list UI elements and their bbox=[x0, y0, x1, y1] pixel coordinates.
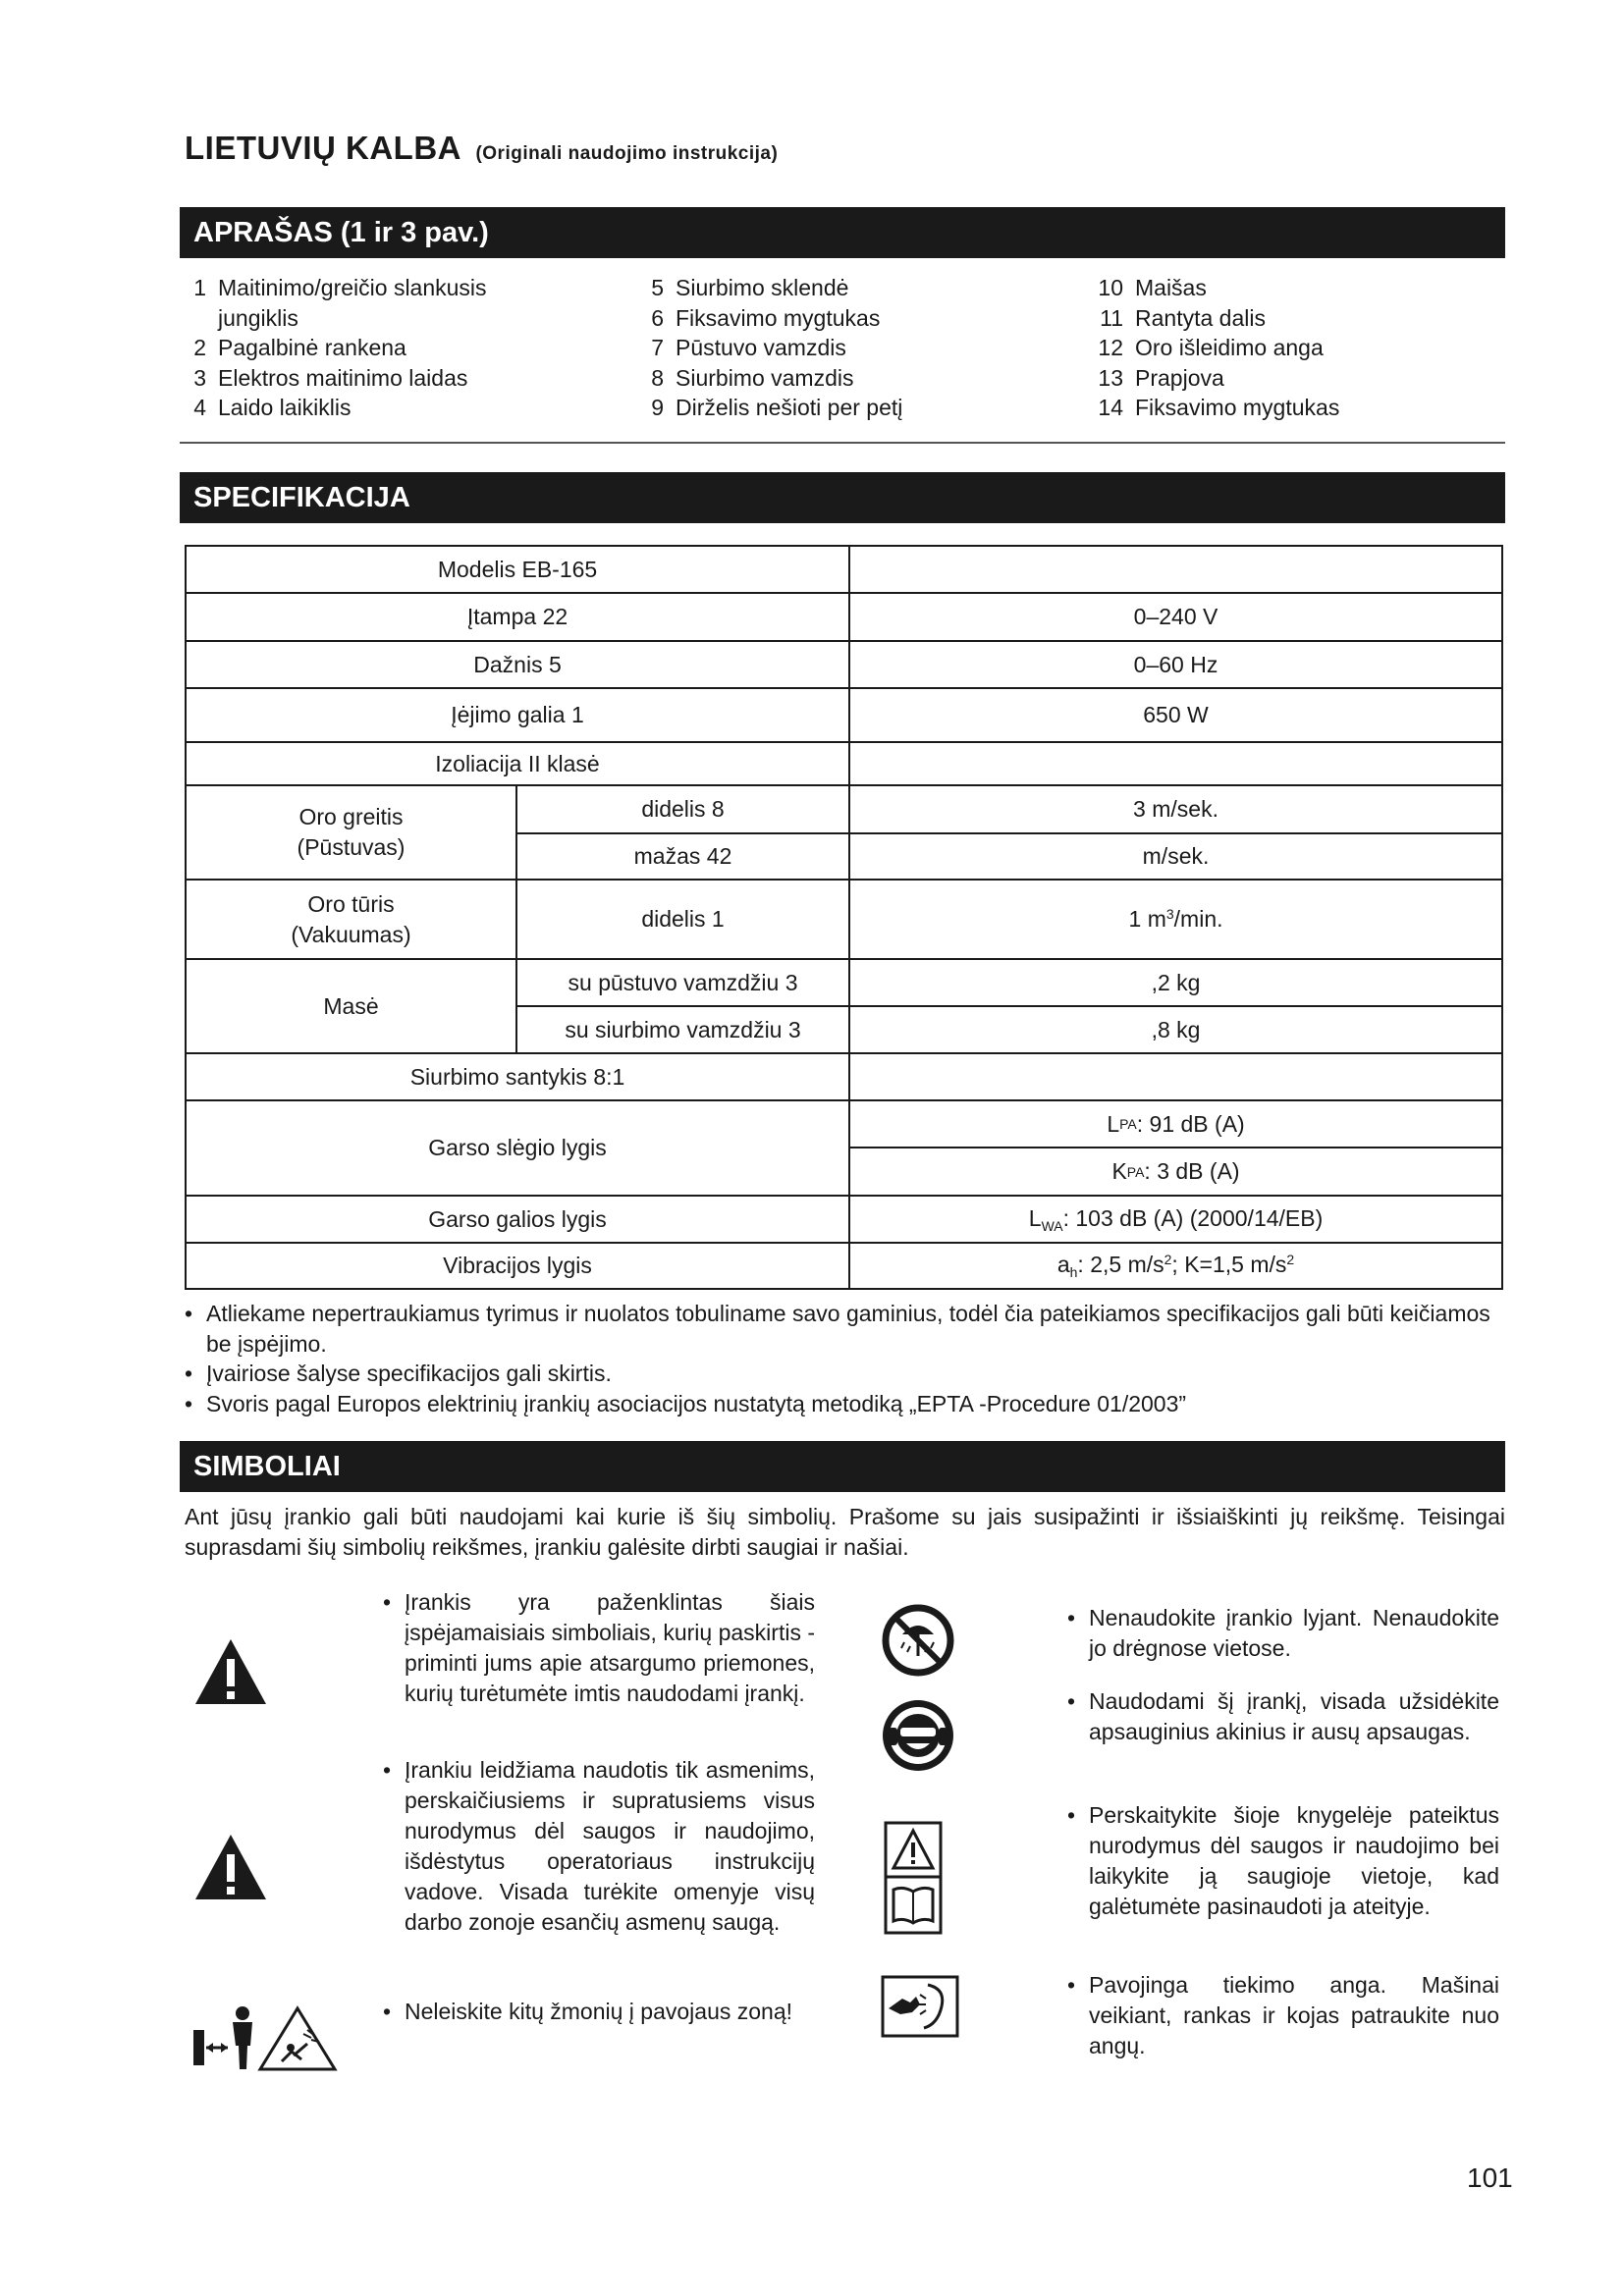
list-item: 1 Maitinimo/greičio slankusis jungiklis bbox=[193, 275, 487, 331]
list-item: 7 Pūstuvo vamzdis bbox=[651, 335, 846, 360]
air-volume-label: Oro tūris bbox=[307, 890, 395, 917]
spec-label: Siurbimo santykis 8:1 bbox=[186, 1053, 849, 1100]
list-item: 12 Oro išleidimo anga bbox=[1098, 335, 1324, 360]
lpa-value: L PA : 91 dB (A) bbox=[1107, 1110, 1245, 1137]
table-row bbox=[186, 593, 1502, 641]
table-row bbox=[186, 959, 1502, 1006]
page-title bbox=[185, 130, 778, 167]
language-title: LIETUVIŲ KALBA bbox=[185, 130, 460, 166]
spec-value bbox=[849, 1053, 1502, 1100]
table-row bbox=[186, 785, 1502, 833]
spec-group-label bbox=[186, 785, 516, 880]
spec-label: Modelis EB-165 bbox=[186, 546, 849, 593]
list-item: 3 Elektros maitinimo laidas bbox=[193, 364, 468, 391]
language-subtitle: (Originali naudojimo instrukcija) bbox=[475, 143, 779, 164]
list-item: • Svoris pagal Europos elektrinių įrankių asociacijos nustatytą metodiką „EPTA -Procedure 01/2003” bbox=[185, 1390, 1187, 1416]
spec-label: Dažnis 5 bbox=[186, 641, 849, 688]
spec-label: Vibracijos lygis bbox=[186, 1243, 849, 1289]
table-row bbox=[186, 742, 1502, 785]
symbol-description: • Įrankiu leidžiama naudotis tik asmenims, perskaičiusiems ir supratusiems visus nurodymus dėl saugos ir naudojimo, išdėstytus operatoriaus instrukcijų vadove. Visada turėkite omenyje visų darbo zonoje esančių asmenų saugą. bbox=[383, 1757, 815, 1935]
read-manual-icon bbox=[884, 1821, 943, 1935]
list-item: 9 Dirželis nešioti per petį bbox=[651, 395, 903, 420]
list-item: 14 Fiksavimo mygtukas bbox=[1098, 395, 1340, 420]
spec-value: 0–240 V bbox=[849, 593, 1502, 641]
spec-label: Garso galios lygis bbox=[186, 1196, 849, 1243]
warning-triangle-icon bbox=[193, 1833, 268, 1901]
kpa-value: K PA : 3 dB (A) bbox=[850, 1147, 1501, 1195]
spec-notes bbox=[185, 1299, 1505, 1418]
spec-value: 650 W bbox=[849, 688, 1502, 742]
spec-value: m/sek. bbox=[849, 833, 1502, 880]
list-item: • Įvairiose šalyse specifikacijos gali skirtis. bbox=[185, 1361, 612, 1386]
spec-label: didelis 8 bbox=[516, 785, 849, 833]
spec-value: $L_{WA}$: 103 dB (A) (2000/14/EB) bbox=[849, 1196, 1502, 1243]
keep-bystanders-away-icon bbox=[191, 2004, 339, 2073]
list-item: 8 Siurbimo vamzdis bbox=[651, 364, 854, 391]
table-row bbox=[186, 1053, 1502, 1100]
no-rain-icon bbox=[881, 1603, 955, 1678]
list-item: 11 Rantyta dalis bbox=[1100, 304, 1266, 331]
spec-group-label: Masė bbox=[186, 959, 516, 1053]
spec-label: Įėjimo galia 1 bbox=[186, 688, 849, 742]
table-row bbox=[186, 1243, 1502, 1289]
spec-label: Garso slėgio lygis bbox=[186, 1100, 849, 1196]
table-row bbox=[186, 688, 1502, 742]
spec-value bbox=[849, 546, 1502, 593]
specification-table bbox=[185, 545, 1503, 1290]
symbols-intro: Ant jūsų įrankio gali būti naudojami kai kurie iš šių simbolių. Prašome su jais susipažinti ir išsiaiškinti jų reikšmę. Teisingai suprasdami šių simbolių reikšmes, įrankiu galėsite dirbti saugiai ir našiai. bbox=[185, 1504, 1505, 1560]
symbol-description: • Pavojinga tiekimo anga. Mašinai veikiant, rankas ir kojas patraukite nuo angų. bbox=[1067, 1972, 1499, 2058]
spec-value: $a_h$: 2,5 $m/s^2$; K=1,5 $m/s^2$ bbox=[849, 1243, 1502, 1289]
spec-label: Įtampa 22 bbox=[186, 593, 849, 641]
spec-value: ,8 kg bbox=[849, 1006, 1502, 1053]
section-specification-heading: SPECIFIKACIJA bbox=[180, 472, 1505, 523]
page-number: 101 bbox=[1467, 2163, 1513, 2193]
spec-group-label bbox=[186, 880, 516, 959]
list-item: 5 Siurbimo sklendė bbox=[651, 275, 849, 300]
symbol-description: • Naudodami šį įrankį, visada užsidėkite apsauginius akinius ir ausų apsaugas. bbox=[1067, 1688, 1499, 1744]
spec-value: 0–60 Hz bbox=[849, 641, 1502, 688]
list-item: 10 Maišas bbox=[1098, 275, 1207, 300]
spec-label: didelis 1 bbox=[516, 880, 849, 959]
spec-value: ,2 kg bbox=[849, 959, 1502, 1006]
spec-value: 3 m/sek. bbox=[849, 785, 1502, 833]
warning-triangle-icon bbox=[193, 1637, 268, 1706]
symbol-description: • Neleiskite kitų žmonių į pavojaus zoną! bbox=[383, 1999, 793, 2024]
spec-label: Izoliacija II klasė bbox=[186, 742, 849, 785]
section-symbols-heading: SIMBOLIAI bbox=[180, 1441, 1505, 1492]
spec-value bbox=[849, 1100, 1502, 1196]
list-item: 4 Laido laikiklis bbox=[193, 395, 352, 420]
list-item: • Atliekame nepertraukiamus tyrimus ir nuolatos tobuliname savo gaminius, todėl čia pateikiamos specifikacijos gali būti keičiamos be įspėjimo. bbox=[185, 1301, 1490, 1357]
list-item: 6 Fiksavimo mygtukas bbox=[651, 304, 881, 331]
spec-label: mažas 42 bbox=[516, 833, 849, 880]
table-row bbox=[186, 1100, 1502, 1196]
air-volume-sublabel: (Vakuumas) bbox=[291, 921, 411, 947]
hazardous-opening-icon bbox=[881, 1975, 959, 2038]
eye-ear-protection-icon bbox=[881, 1698, 955, 1773]
symbol-description: • Nenaudokite įrankio lyjant. Nenaudokite jo drėgnose vietose. bbox=[1067, 1605, 1499, 1661]
list-item: 13 Prapjova bbox=[1098, 364, 1224, 391]
table-row bbox=[186, 641, 1502, 688]
air-speed-sublabel: (Pūstuvas) bbox=[297, 834, 406, 860]
spec-value bbox=[849, 742, 1502, 785]
symbol-description: • Perskaitykite šioje knygelėje pateiktus nurodymus dėl saugos ir naudojimo bei laikykite ją saugioje vietoje, kad galėtumėte pasinaudoti ja ateityje. bbox=[1067, 1802, 1499, 1919]
symbol-description: • Įrankis yra paženklintas šiais įspėjamaisiais simboliais, kurių paskirtis - priminti jums apie atsargumo priemones, kurių turėtumėte imtis naudodami įrankį. bbox=[383, 1589, 815, 1706]
spec-label: su siurbimo vamzdžiu 3 bbox=[516, 1006, 849, 1053]
spec-label: su pūstuvo vamzdžiu 3 bbox=[516, 959, 849, 1006]
spec-value: 1 $m^3/\min$. bbox=[849, 880, 1502, 959]
divider bbox=[180, 442, 1505, 444]
list-item: 2 Pagalbinė rankena bbox=[193, 335, 406, 360]
table-row bbox=[186, 546, 1502, 593]
table-row bbox=[186, 880, 1502, 959]
table-row bbox=[186, 1196, 1502, 1243]
section-description-heading: APRAŠAS (1 ir 3 pav.) bbox=[180, 207, 1505, 258]
air-speed-label: Oro greitis bbox=[298, 804, 404, 829]
